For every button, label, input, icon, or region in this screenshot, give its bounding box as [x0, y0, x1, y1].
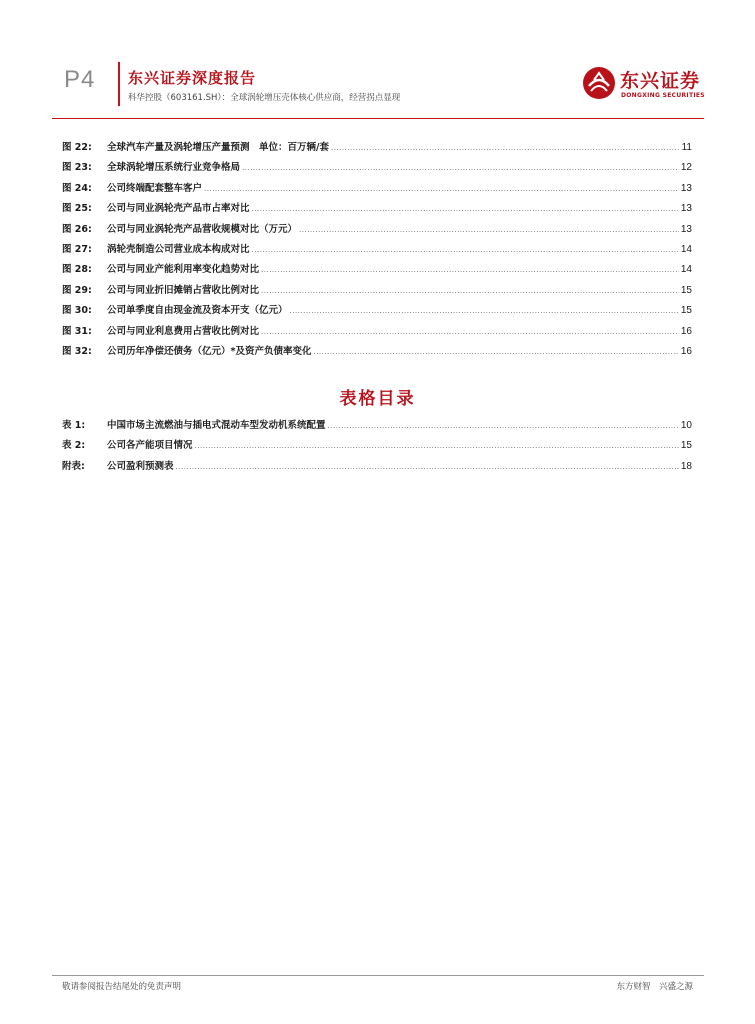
toc-entry-page: 14: [680, 243, 692, 255]
page-number: P4: [64, 66, 96, 93]
toc-entry-title: 公司盈利预测表: [107, 460, 174, 472]
toc-entry-tag: 图 31:: [62, 325, 92, 337]
footer-rule: [52, 975, 704, 976]
footer-disclaimer: 敬请参阅报告结尾处的免责声明: [62, 982, 182, 992]
company-logo: [582, 64, 706, 106]
toc-entry[interactable]: [62, 158, 692, 178]
toc-entry-title: 公司与同业涡轮壳产品市占率对比: [107, 203, 250, 215]
toc-leader-dots: [261, 260, 679, 280]
toc-entry[interactable]: [62, 199, 692, 219]
toc-entry-label: [62, 457, 174, 477]
toc-leader-dots: [252, 240, 679, 260]
toc-entry[interactable]: [62, 322, 692, 342]
toc-entry-page: 13: [680, 203, 692, 215]
toc-entry-label: [62, 179, 202, 199]
toc-entry-title: 全球汽车产量及涡轮增压产量预测 单位：百万辆/套: [107, 142, 329, 153]
toc-leader-dots: [195, 436, 679, 456]
toc-entry-label: [62, 281, 259, 301]
toc-entry[interactable]: [62, 436, 692, 456]
toc-entry-page: 16: [680, 345, 692, 357]
toc-leader-dots: [331, 138, 680, 158]
toc-entry[interactable]: [62, 240, 692, 260]
toc-leader-dots: [176, 457, 679, 477]
toc-entry-tag: 图 28:: [62, 264, 92, 276]
toc-leader-dots: [204, 179, 679, 199]
toc-entry-title: 公司各产能项目情况: [107, 440, 193, 452]
toc-leader-dots: [252, 199, 679, 219]
toc-entry[interactable]: [62, 457, 692, 477]
report-subtitle: 科华控股（603161.SH）：全球涡轮增压壳体核心供应商，经营拐点显现: [128, 93, 401, 103]
toc-leader-dots: [328, 416, 679, 436]
figure-list: [62, 138, 692, 362]
toc-entry-title: 公司与同业折旧摊销占营收比例对比: [107, 284, 260, 296]
toc-entry-tag: 图 27:: [62, 243, 92, 255]
toc-entry-tag: 附表:: [62, 460, 85, 472]
toc-entry[interactable]: [62, 416, 692, 436]
toc-entry-tag: 图 26:: [62, 223, 92, 235]
toc-entry[interactable]: [62, 138, 692, 158]
toc-entry-tag: 表 1:: [62, 420, 86, 431]
page-header: [52, 58, 704, 114]
toc-entry-label: [62, 416, 326, 436]
toc-entry-title: 公司终端配套整车客户: [107, 182, 203, 194]
toc-entry-label: [62, 199, 250, 219]
toc-leader-dots: [313, 342, 678, 362]
toc-entry-title: 全球涡轮增压系统行业竞争格局: [107, 162, 241, 174]
toc-entry-tag: 图 30:: [62, 305, 92, 317]
toc-entry-title: 公司与同业产能利用率变化趋势对比: [107, 264, 260, 276]
toc-entry-label: [62, 158, 240, 178]
report-title: 东兴证券深度报告: [128, 69, 257, 87]
toc-entry-tag: 图 23:: [62, 162, 92, 174]
toc-entry-tag: 图 25:: [62, 203, 92, 215]
toc-entry-label: [62, 342, 311, 362]
toc-entry-page: 15: [680, 305, 692, 317]
toc-entry-label: [62, 138, 329, 158]
toc-entry-label: [62, 301, 288, 321]
toc-entry-page: 14: [680, 264, 692, 276]
toc-entry[interactable]: [62, 301, 692, 321]
toc-leader-dots: [261, 322, 679, 342]
logo-text-cn: 东兴证券: [620, 70, 701, 92]
toc-entry-page: 13: [680, 182, 692, 194]
toc-entry[interactable]: [62, 281, 692, 301]
toc-entry[interactable]: [62, 260, 692, 280]
toc-leader-dots: [290, 301, 679, 321]
toc-entry-label: [62, 322, 259, 342]
toc-entry-title: 中国市场主流燃油与插电式混动车型发动机系统配置: [107, 420, 326, 431]
toc-entry-page: 12: [680, 162, 692, 174]
toc-entry-page: 18: [680, 460, 692, 472]
toc-entry-label: [62, 220, 297, 240]
table-list-heading: 表格目录: [339, 389, 416, 409]
toc-entry-label: [62, 260, 259, 280]
header-rule: [52, 118, 704, 119]
toc-entry[interactable]: [62, 179, 692, 199]
toc-entry-title: 公司历年净偿还债务（亿元）*及资产负债率变化: [107, 345, 312, 357]
header-divider: [118, 62, 120, 106]
toc-entry-tag: 图 32:: [62, 345, 92, 357]
toc-entry-tag: 图 24:: [62, 182, 92, 194]
toc-leader-dots: [299, 220, 679, 240]
toc-entry-title: 公司与同业涡轮壳产品营收规模对比（万元）: [107, 223, 298, 235]
logo-mark-icon: [582, 66, 616, 100]
toc-entry-tag: 表 2:: [62, 440, 86, 452]
toc-entry-label: [62, 240, 250, 260]
toc-entry[interactable]: [62, 220, 692, 240]
toc-entry-page: 15: [680, 284, 692, 296]
toc-entry-title: 公司单季度自由现金流及资本开支（亿元）: [107, 305, 288, 317]
toc-entry-title: 涡轮壳制造公司营业成本构成对比: [107, 243, 250, 255]
toc-entry-page: 15: [680, 440, 692, 452]
logo-text-en: DONGXING SECURITIES: [621, 92, 705, 99]
toc-entry[interactable]: [62, 342, 692, 362]
toc-entry-title: 公司与同业利息费用占营收比例对比: [107, 325, 260, 337]
toc-entry-page: 13: [680, 223, 692, 235]
toc-entry-label: [62, 436, 193, 456]
toc-entry-tag: 图 29:: [62, 284, 92, 296]
footer-slogan: 东方财智 兴盛之源: [616, 982, 693, 992]
toc-leader-dots: [242, 158, 679, 178]
toc-entry-page: 10: [680, 420, 692, 431]
toc-entry-tag: 图 22:: [62, 142, 92, 153]
table-list: [62, 416, 692, 477]
toc-entry-page: 11: [681, 142, 692, 153]
toc-leader-dots: [261, 281, 679, 301]
toc-entry-page: 16: [680, 325, 692, 337]
